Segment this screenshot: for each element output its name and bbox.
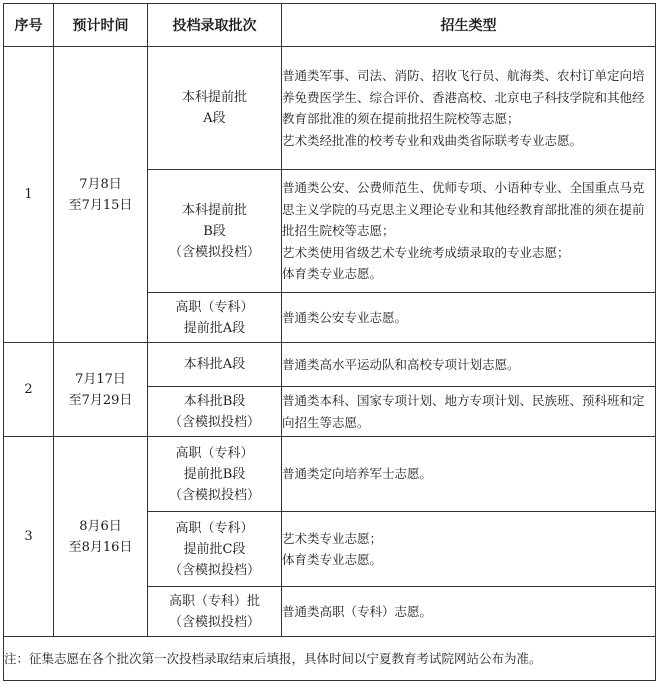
batch-line: 提前批B段: [183, 466, 246, 482]
batch-cell: [148, 587, 282, 637]
batch-line: 提前批A段: [183, 320, 246, 336]
type-cell: [282, 512, 656, 587]
table-row: [4, 343, 656, 387]
time-line: 7月17日: [75, 371, 126, 387]
batch-line: 高职（专科）: [175, 445, 254, 461]
batch-line: A段: [203, 111, 226, 126]
header-batch: 投档录取批次: [148, 4, 282, 47]
type-line: 普通类公安专业志愿。: [282, 309, 408, 325]
table-header-row: [4, 4, 656, 47]
time-line: 8月6日: [79, 518, 122, 534]
batch-cell: [148, 170, 282, 293]
time-cell: [54, 47, 148, 343]
batch-cell: [148, 47, 282, 170]
header-time: 预计时间: [54, 4, 148, 47]
time-line: 至7月29日: [68, 392, 133, 408]
header-seq: 序号: [4, 4, 54, 47]
batch-line: 高职（专科）: [175, 299, 254, 315]
type-line: 体育类专业志愿。: [282, 266, 383, 282]
admission-schedule-table: [3, 3, 656, 681]
batch-line: 本科提前批: [181, 202, 247, 218]
batch-cell: [148, 437, 282, 512]
time-cell: [54, 437, 148, 637]
type-line: 普通类高职（专科）志愿。: [282, 603, 433, 619]
batch-line: 本科提前批: [181, 90, 247, 105]
type-line: 普通类军事、司法、消防、招收飞行员、航海类、农村订单定向培养免费医学生、综合评价、香港高校、北京电子科技学院和其他经教育部批准的须在提前批招生院校等志愿；: [282, 68, 645, 126]
type-cell: [282, 437, 656, 512]
type-cell: [282, 343, 656, 387]
type-cell: [282, 587, 656, 637]
type-line: 普通类定向培养军士志愿。: [282, 466, 433, 482]
batch-line: 高职（专科）: [175, 520, 254, 536]
type-line: 体育类专业志愿。: [282, 552, 383, 567]
type-line: 艺术类专业志愿；: [282, 530, 383, 546]
batch-cell: [148, 343, 282, 387]
type-line: 艺术类使用省级艺术专业统考成绩录取的专业志愿；: [282, 244, 570, 260]
batch-line: （含模拟投档）: [168, 244, 260, 260]
type-cell: [282, 47, 656, 170]
seq-cell: 3: [4, 437, 54, 637]
type-line: 普通类高水平运动队和高校专项计划志愿。: [282, 356, 520, 372]
type-line: 普通类公安、公费师范生、优师专项、小语种专业、全国重点马克思主义学院的马克思主义理论专业和其他经教育部批准的须在提前批招生院校等志愿；: [282, 180, 645, 239]
batch-cell: [148, 387, 282, 437]
table-row: [4, 437, 656, 512]
seq-cell: 2: [4, 343, 54, 437]
batch-line: （含模拟投档）: [168, 562, 260, 578]
table-row: [4, 47, 656, 170]
batch-line: （含模拟投档）: [168, 614, 260, 630]
batch-line: （含模拟投档）: [168, 487, 260, 503]
type-cell: [282, 293, 656, 343]
batch-line: 本科批A段: [183, 357, 246, 372]
type-cell: [282, 170, 656, 293]
batch-line: （含模拟投档）: [168, 414, 260, 430]
time-line: 至7月15日: [68, 197, 133, 213]
time-line: 至8月16日: [68, 539, 133, 555]
batch-line: 高职（专科）批: [168, 593, 260, 609]
note-row: [4, 637, 656, 681]
batch-line: 提前批C段: [183, 541, 246, 557]
time-cell: [54, 343, 148, 437]
batch-cell: [148, 293, 282, 343]
batch-line: B段: [203, 223, 226, 239]
type-cell: [282, 387, 656, 437]
type-line: 普通类本科、国家专项计划、地方专项计划、民族班、预科班和定向招生等志愿。: [282, 393, 645, 430]
batch-cell: [148, 512, 282, 587]
time-line: 7月8日: [79, 176, 122, 192]
table-note: 注：征集志愿在各个批次第一次投档录取结束后填报，具体时间以宁夏教育考试院网站公布为准。: [4, 637, 656, 681]
type-line: 艺术类经批准的校考专业和戏曲类省际联考专业志愿。: [282, 132, 583, 148]
seq-cell: 1: [4, 47, 54, 343]
batch-line: 本科批B段: [183, 393, 246, 409]
header-type: 招生类型: [282, 4, 656, 47]
